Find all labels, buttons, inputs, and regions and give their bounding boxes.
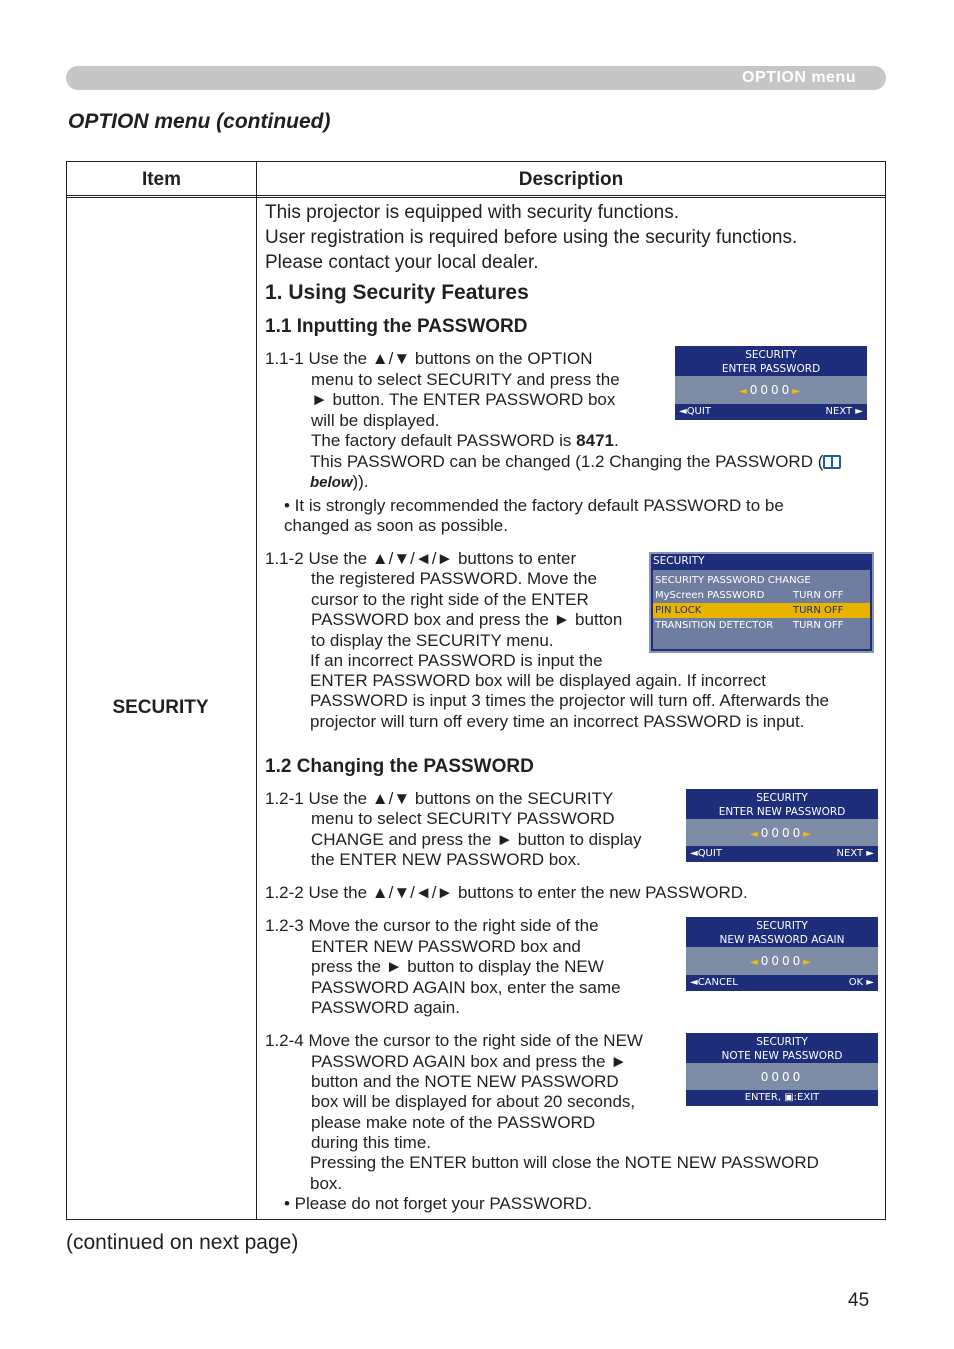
intro-line: User registration is required before using the security functions.	[265, 227, 798, 248]
step-line: box will be displayed for about 20 seconds,	[311, 1092, 636, 1111]
step-line: ► button. The ENTER PASSWORD box	[311, 390, 616, 409]
osd-enter-new-password: SECURITY ENTER NEW PASSWORD ◄0000► ◄QUIT NEXT ►	[686, 789, 878, 862]
osd-enter-password: SECURITY ENTER PASSWORD ◄0000► ◄QUIT NEXT ►	[675, 346, 867, 420]
item-security: SECURITY	[112, 697, 209, 718]
page-title: OPTION menu (continued)	[68, 110, 331, 133]
step-line: 1.2-3 Move the cursor to the right side of the	[265, 916, 599, 935]
step-line: 1.2-4 Move the cursor to the right side of the NEW	[265, 1031, 643, 1050]
step-line: ENTER NEW PASSWORD box and	[311, 937, 581, 956]
step-line: the ENTER NEW PASSWORD box.	[311, 850, 581, 869]
section-label: OPTION menu	[742, 69, 856, 86]
osd-menu-row: MyScreen PASSWORD TURN OFF	[655, 590, 844, 601]
below-link[interactable]: below	[310, 474, 353, 491]
right-arrow-icon: ►	[803, 957, 814, 968]
step-line: PASSWORD again.	[311, 998, 460, 1017]
step-line: If an incorrect PASSWORD is input the	[310, 651, 603, 670]
step-line: CHANGE and press the ► button to display	[311, 830, 642, 849]
osd-note-new-password: SECURITY NOTE NEW PASSWORD 0000 ENTER, ▣:EXIT	[686, 1033, 878, 1106]
left-arrow-icon: ◄	[750, 829, 761, 840]
step-line: menu to select SECURITY PASSWORD	[311, 809, 615, 828]
step-line: 1.1-1 Use the ▲/▼ buttons on the OPTION	[265, 349, 593, 368]
section-title: 1. Using Security Features	[265, 281, 529, 304]
intro-line: This projector is equipped with security functions.	[265, 202, 679, 223]
step-line: PASSWORD AGAIN box and press the ►	[311, 1052, 628, 1071]
change-reference-end: below)).	[310, 472, 369, 491]
step-line: cursor to the right side of the ENTER	[311, 590, 589, 609]
section-header-bar	[66, 66, 886, 90]
step-line: to display the SECURITY menu.	[311, 631, 554, 650]
right-arrow-icon: ►	[792, 386, 803, 397]
default-password: 8471	[576, 431, 614, 450]
default-password-line: The factory default PASSWORD is 8471.	[311, 431, 619, 450]
step-line: ENTER PASSWORD box will be displayed again. If incorrect	[310, 671, 767, 690]
step-line: projector will turn off every time an incorrect PASSWORD is input.	[310, 712, 805, 731]
left-arrow-icon: ◄	[739, 386, 750, 397]
osd-security-menu: SECURITY SECURITY PASSWORD CHANGE MyScreen PASSWORD TURN OFF PIN LOCK TURN OFF TRANSITION DETECTOR TURN OFF	[649, 552, 874, 653]
intro-line: Please contact your local dealer.	[265, 252, 539, 273]
subsection-title: 1.2 Changing the PASSWORD	[265, 756, 534, 777]
bullet-line: • It is strongly recommended the factory default PASSWORD to be	[284, 496, 784, 515]
step-line: PASSWORD is input 3 times the projector will turn off. Afterwards the	[310, 691, 830, 710]
change-reference-line: This PASSWORD can be changed (1.2 Changing the PASSWORD (	[310, 452, 841, 473]
right-arrow-icon: ►	[803, 829, 814, 840]
step-line: the registered PASSWORD. Move the	[311, 569, 597, 588]
step-line: 1.1-2 Use the ▲/▼/◄/► buttons to enter	[265, 549, 577, 568]
step-line: 1.2-2 Use the ▲/▼/◄/► buttons to enter the new PASSWORD.	[265, 883, 748, 902]
step-line: 1.2-1 Use the ▲/▼ buttons on the SECURITY	[265, 789, 614, 808]
step-line: press the ► button to display the NEW	[311, 957, 604, 976]
subsection-title: 1.1 Inputting the PASSWORD	[265, 316, 528, 337]
step-line: button and the NOTE NEW PASSWORD	[311, 1072, 619, 1091]
step-line: PASSWORD box and press the ► button	[311, 610, 623, 629]
osd-menu-row: SECURITY PASSWORD CHANGE	[655, 575, 811, 586]
bullet-line: changed as soon as possible.	[284, 516, 508, 535]
page-number: 45	[848, 1290, 870, 1311]
osd-menu-row: TRANSITION DETECTOR TURN OFF	[655, 620, 844, 631]
step-line: will be displayed.	[311, 411, 440, 430]
bullet-line: • Please do not forget your PASSWORD.	[284, 1194, 592, 1213]
step-line: Pressing the ENTER button will close the NOTE NEW PASSWORD	[310, 1153, 819, 1172]
osd-new-password-again: SECURITY NEW PASSWORD AGAIN ◄0000► ◄CANCEL OK ►	[686, 917, 878, 991]
column-divider	[256, 162, 257, 1219]
column-header-item: Item	[141, 169, 182, 190]
step-line: box.	[310, 1174, 343, 1193]
osd-menu-row-selected: PIN LOCK TURN OFF	[653, 603, 870, 618]
continued-note: (continued on next page)	[66, 1231, 299, 1254]
step-line: PASSWORD AGAIN box, enter the same	[311, 978, 621, 997]
left-arrow-icon: ◄	[750, 957, 761, 968]
step-line: please make note of the PASSWORD	[311, 1113, 596, 1132]
column-header-description: Description	[518, 169, 624, 190]
step-line: during this time.	[311, 1133, 431, 1152]
book-icon	[823, 455, 841, 469]
step-line: menu to select SECURITY and press the	[311, 370, 620, 389]
